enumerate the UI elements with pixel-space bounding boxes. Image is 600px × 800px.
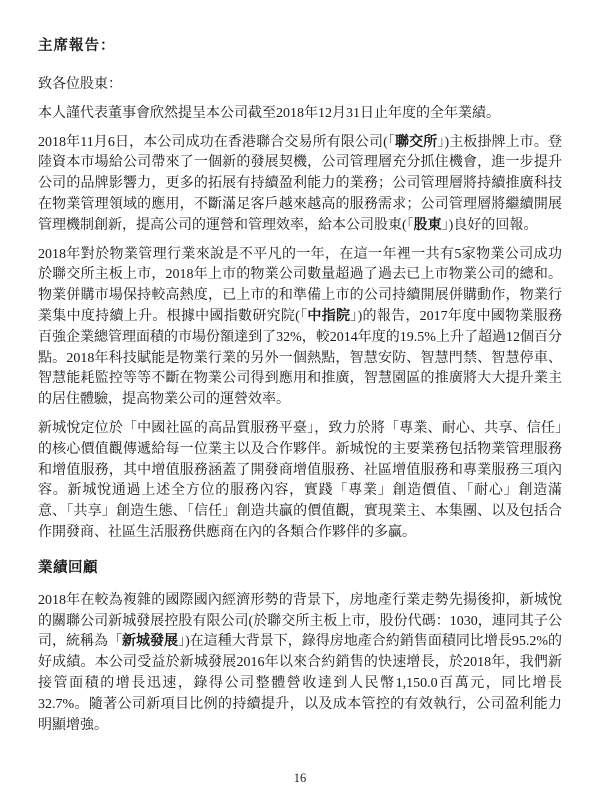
paragraph-company-positioning: 新城悅定位於「中國社區的高品質服務平臺」，致力於將「專業、耐心、共享、信任」的核心價值觀傳遞給每一位業主以及合作夥伴。新城悅的主要業務包括物業管理服務和增值服務，其中增值服務涵蓋了開發商增值服務、社區增值服務和專業服務三項內容。新城悅通過上述全方位的服務內容，實踐「專業」創造價值、「耐心」創造滿意、「共享」創造生態、「信任」創造共贏的價值觀，實現業主、本集團、以及包括合作開發商、社區生活服務供應商在內的各類合作夥伴的多贏。: [38, 420, 562, 540]
intro-paragraph: 本人謹代表董事會欣然提呈本公司截至2018年12月31日止年度的全年業績。: [38, 105, 500, 121]
page-number: 16: [293, 771, 307, 785]
paragraph-ipo-listing: 2018年11月6日，本公司成功在香港聯合交易所有限公司(「聯交所」)主板掛牌上市。登陸資本市場給公司帶來了一個新的發展契機，公司管理層充分抓住機會，進一步提升公司的品牌影響力，更多的拓展有持續盈利能力的業務；公司管理層將持續推廣科技在物業管理領域的應用，不斷滿足客戶越來越高的服務需求；公司管理層將繼續開展管理機制創新，提高公司的運營和管理效率，給本公司股東(「股東」)良好的回報。: [38, 134, 562, 233]
salutation: 致各位股東：: [38, 77, 122, 92]
section-heading-business-review: 業績回顧: [38, 559, 98, 576]
paragraph-business-review: 2018年在較為複雜的國際國內經濟形勢的背景下，房地產行業走勢先揚後抑，新城悅的關聯公司新城發展控股有限公司(於聯交所主板上市，股份代碼：1030，連同其子公司，統稱為「新城發展」)在這種大背景下，錄得房地產合約銷售面積同比增長95.2%的好成績。本公司受益於新城發展2016年以來合約銷售的快速增長，於2018年，我們新接管面積的增長迅速，錄得公司整體營收達到人民幣1,150.0百萬元，同比增長32.7%。隨著公司新項目比例的持續提升，以及成本管控的有效執行，公司盈利能力明顯增強。: [38, 592, 563, 733]
paragraph-industry-overview: 2018年對於物業管理行業來說是不平凡的一年，在這一年裡一共有5家物業公司成功於聯交所主板上市，2018年上市的物業公司數量超過了過去已上市物業公司的總和。物業併購市場保持較高熱度，已上市的和準備上市的公司持續開展併購動作，物業行業集中度持續上升。根據中國指數研究院(「中指院」)的報告，2017年度中國物業服務百強企業總管理面積的市場份額達到了32%，較2014年度的19.5%上升了超過12個百分點。2018年科技賦能是物業行業的另外一個熱點，智慧安防、智慧門禁、智慧停車、智慧能耗監控等等不斷在物業公司得到應用和推廣，智慧園區的推廣將大大提升業主的居住體驗，提高物業公司的運營效率。: [38, 246, 562, 408]
chairman-report-title: 主席報告：: [38, 38, 116, 54]
